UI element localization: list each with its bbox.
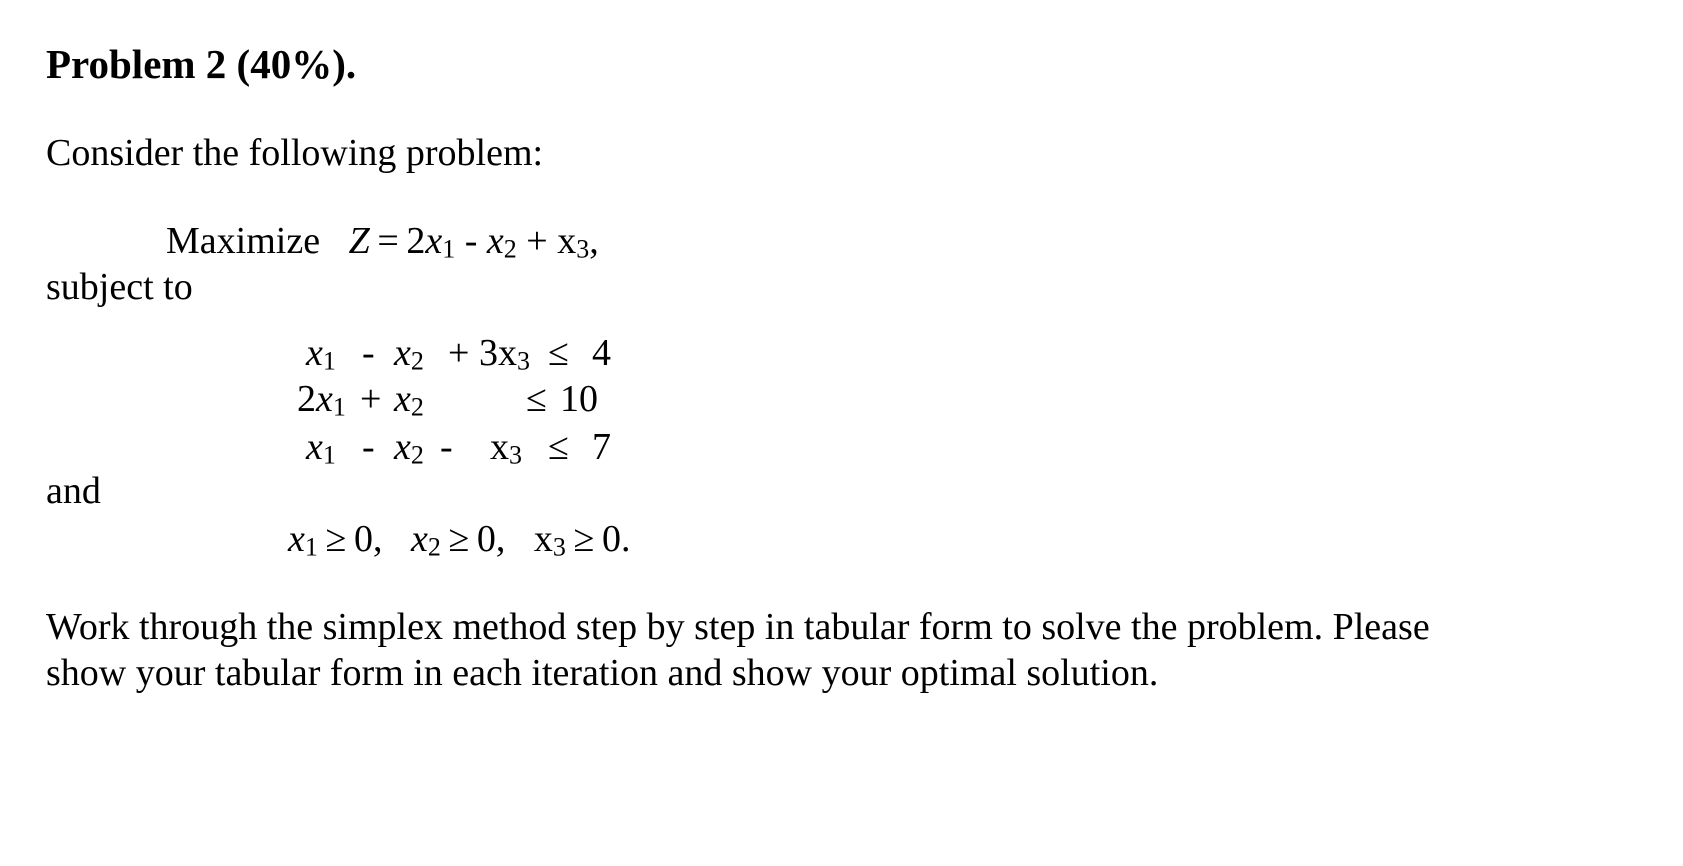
constraint-3-op1: -	[362, 426, 375, 468]
constraint-3-rhs: 7	[592, 426, 611, 468]
var: x	[410, 518, 428, 560]
var: x	[533, 518, 553, 560]
constraint-2-x2: $x_2$	[394, 378, 424, 422]
sub: 3	[576, 234, 590, 264]
rel: ≥	[573, 518, 595, 560]
constraint-1-x2: $x_2$	[394, 332, 424, 376]
comma: ,	[589, 220, 599, 262]
constraint-3-op2: -	[440, 426, 453, 468]
nonnegativity-constraints	[288, 518, 631, 562]
sub: 2	[427, 532, 441, 562]
and-label: and	[46, 470, 101, 512]
sub: 1	[304, 532, 318, 562]
constraint-3-x1: $x_1$	[306, 426, 336, 470]
intro-text: Consider the following problem:	[46, 132, 544, 174]
equals-sign: =	[377, 220, 399, 262]
var: x	[288, 518, 305, 560]
constraint-2-rhs: 10	[560, 378, 598, 420]
constraint-1-rhs: 4	[592, 332, 611, 374]
val: 0,	[476, 518, 506, 560]
constraint-1-op2: +	[448, 332, 470, 374]
objective-function	[166, 220, 599, 264]
rel: ≥	[448, 518, 470, 560]
val: 0.	[601, 518, 631, 560]
constraint-3-x2: $x_2$	[394, 426, 424, 470]
maximize-label: Maximize	[166, 220, 321, 262]
sub: 2	[503, 234, 517, 264]
var: x	[486, 220, 504, 262]
problem-title: Problem 2 (40%).	[46, 41, 357, 87]
constraint-3-rel: ≤	[548, 426, 569, 468]
constraint-1: $x_1$	[306, 332, 336, 376]
sub: 1	[442, 234, 456, 264]
sub: 3	[552, 532, 566, 562]
constraint-2-op1: +	[360, 378, 382, 420]
constraint-3-x3: $x_3$	[490, 426, 522, 470]
coef: 2	[406, 220, 426, 262]
subject-to-label: subject to	[46, 266, 193, 308]
op: +	[516, 220, 558, 262]
var: x	[425, 220, 443, 262]
instructions-line-2: show your tabular form in each iteration and show your optimal solution.	[46, 652, 1159, 694]
op: -	[455, 220, 487, 262]
constraint-1-x3: $3x_3$	[479, 332, 530, 376]
rel: ≥	[325, 518, 347, 560]
constraint-2-x1: $2x_1$	[297, 378, 346, 422]
val: 0,	[353, 518, 383, 560]
var: x	[557, 220, 577, 262]
constraint-2-rel: ≤	[526, 378, 547, 420]
z-variable: Z	[348, 220, 370, 262]
instructions-line-1: Work through the simplex method step by step in tabular form to solve the problem. Please	[46, 606, 1430, 648]
constraint-1-rel: ≤	[548, 332, 569, 374]
constraint-1-op1: -	[362, 332, 375, 374]
